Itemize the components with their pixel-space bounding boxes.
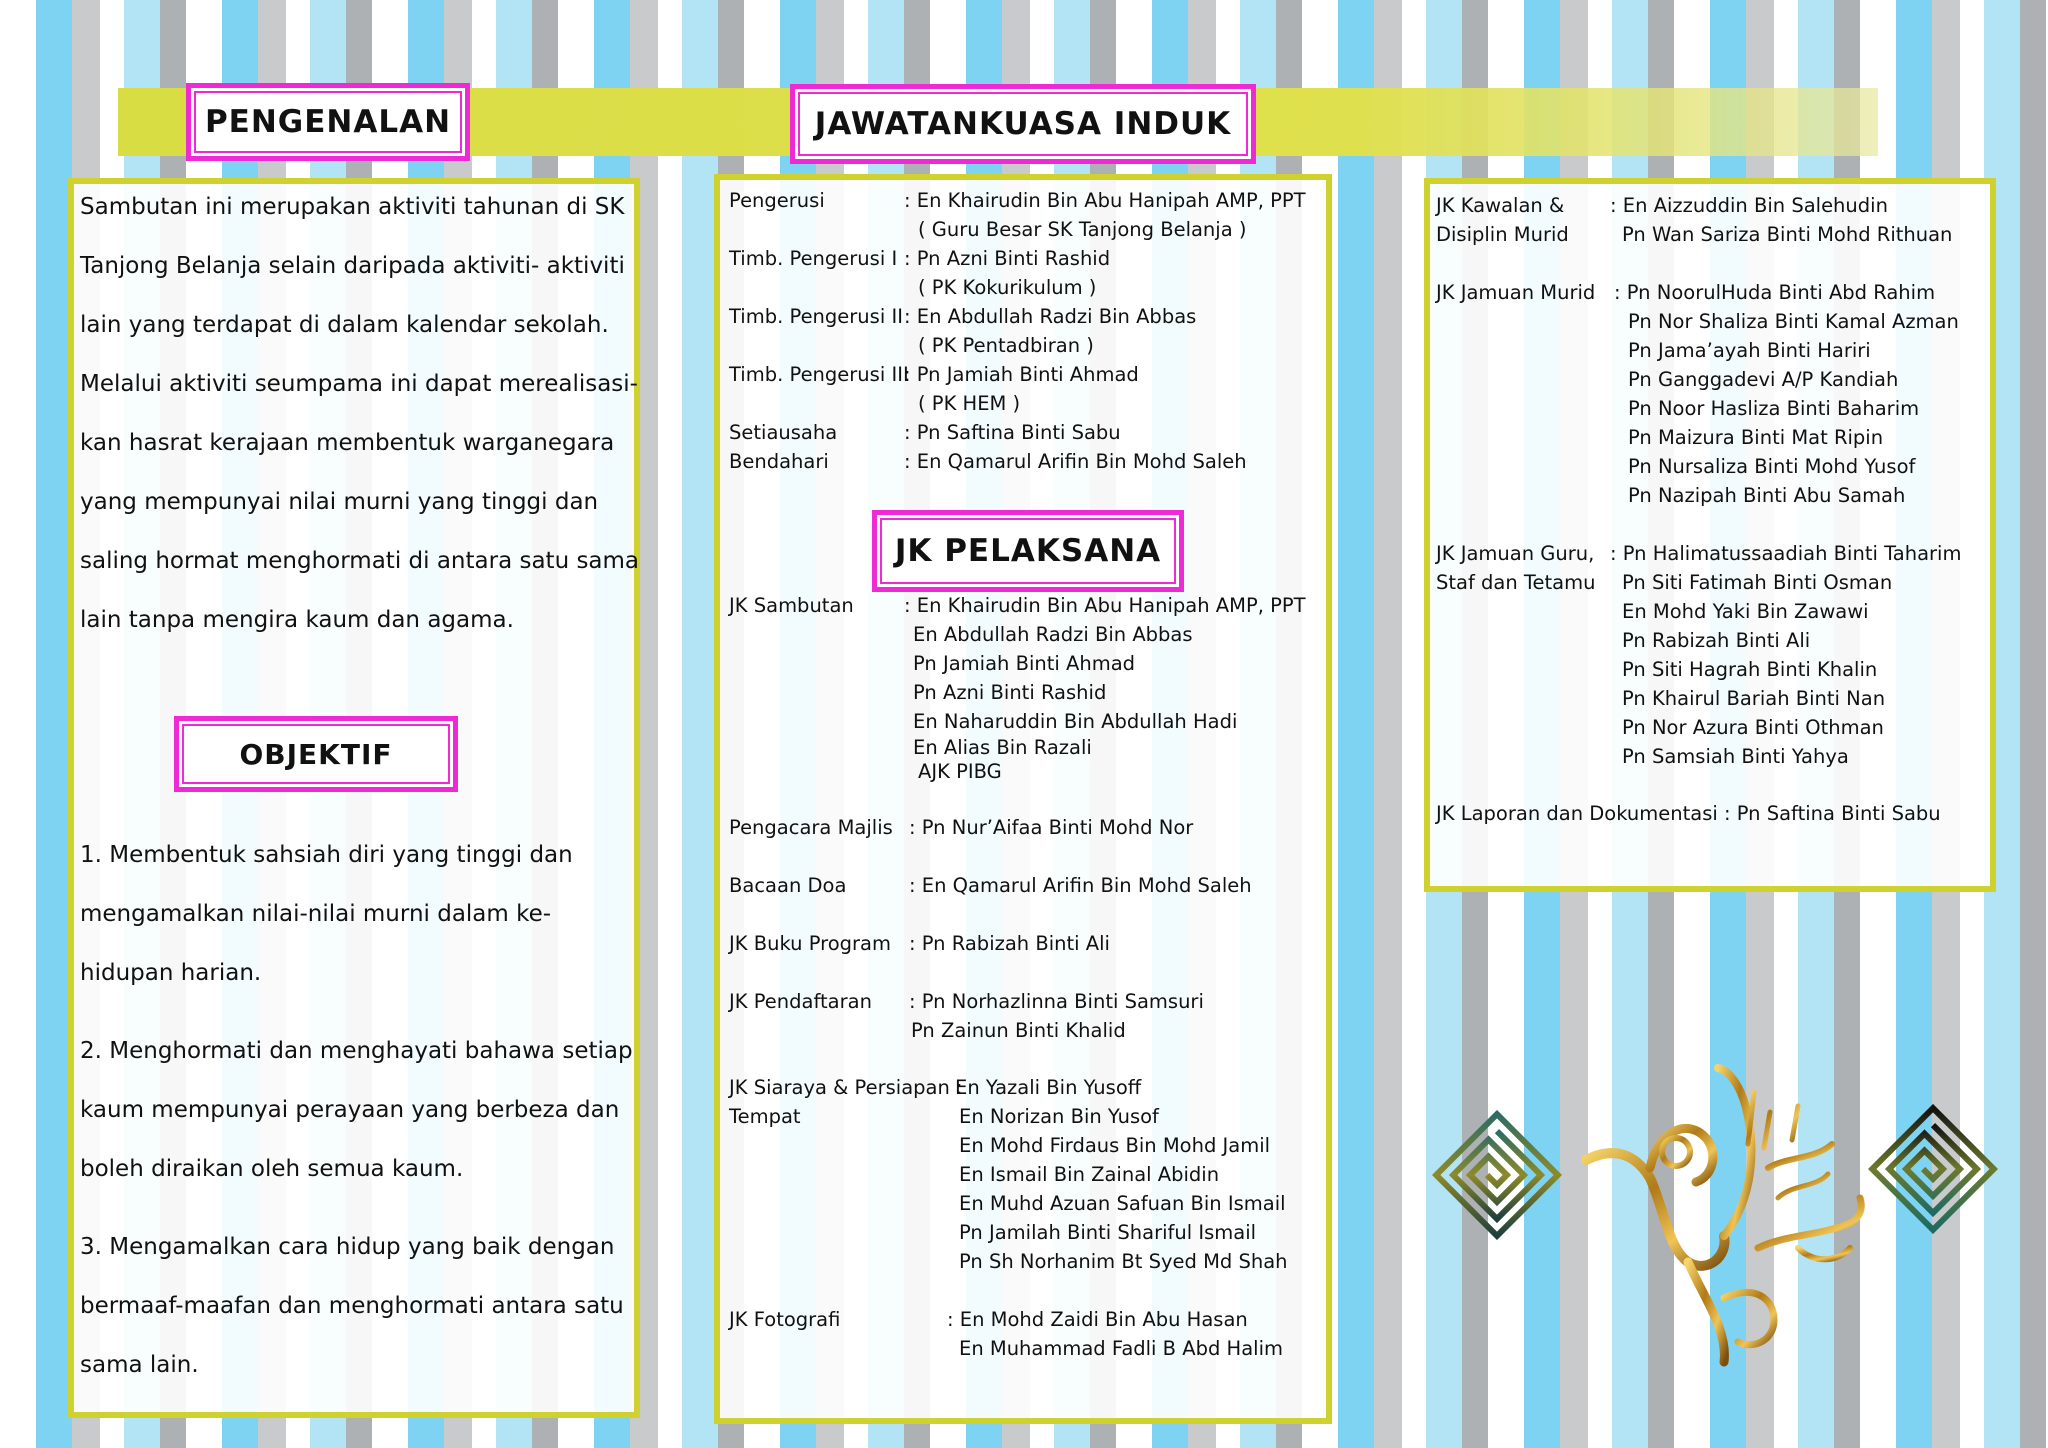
pengenalan-line: lain tanpa mengira kaum dan agama. xyxy=(80,607,514,633)
objektif-title: OBJEKTIF xyxy=(174,716,458,792)
pengenalan-line: Sambutan ini merupakan aktiviti tahunan di SK xyxy=(80,194,625,220)
calligraphy-tile-left-icon xyxy=(1432,1110,1562,1240)
pengenalan-line: saling hormat menghormati di antara satu sama xyxy=(80,548,640,574)
pengenalan-line: Melalui aktiviti seumpama ini dapat merealisasi- xyxy=(80,371,638,397)
objektif-item: 3. Mengamalkan cara hidup yang baik dengan bermaaf-maafan dan menghormati antara satu sama lain. xyxy=(80,1234,624,1378)
objektif-list xyxy=(80,826,640,1414)
pengenalan-line: lain yang terdapat di dalam kalendar sekolah. xyxy=(80,312,609,338)
calligraphy-tile-right-icon xyxy=(1868,1104,1998,1234)
pengenalan-text xyxy=(80,178,640,650)
pengenalan-title: PENGENALAN xyxy=(186,83,470,161)
pengenalan-line: Tanjong Belanja selain daripada aktiviti- aktiviti xyxy=(80,253,625,279)
jk-pelaksana-title: JK PELAKSANA xyxy=(872,510,1184,592)
pengenalan-line: kan hasrat kerajaan membentuk warganegara xyxy=(80,430,615,456)
calligraphy-gold-icon xyxy=(1578,1048,1868,1368)
pengenalan-line: yang mempunyai nilai murni yang tinggi dan xyxy=(80,489,599,515)
jawatankuasa-induk-title: JAWATANKUASA INDUK xyxy=(790,84,1256,164)
right-row-laporan: JK Laporan dan Dokumentasi : Pn Saftina Binti Sabu xyxy=(1436,802,1941,825)
objektif-item: 1. Membentuk sahsiah diri yang tinggi dan mengamalkan nilai-nilai murni dalam ke- hidupan harian. xyxy=(80,842,573,986)
objektif-item: 2. Menghormati dan menghayati bahawa setiap kaum mempunyai perayaan yang berbeza dan boleh diraikan oleh semua kaum. xyxy=(80,1038,633,1182)
